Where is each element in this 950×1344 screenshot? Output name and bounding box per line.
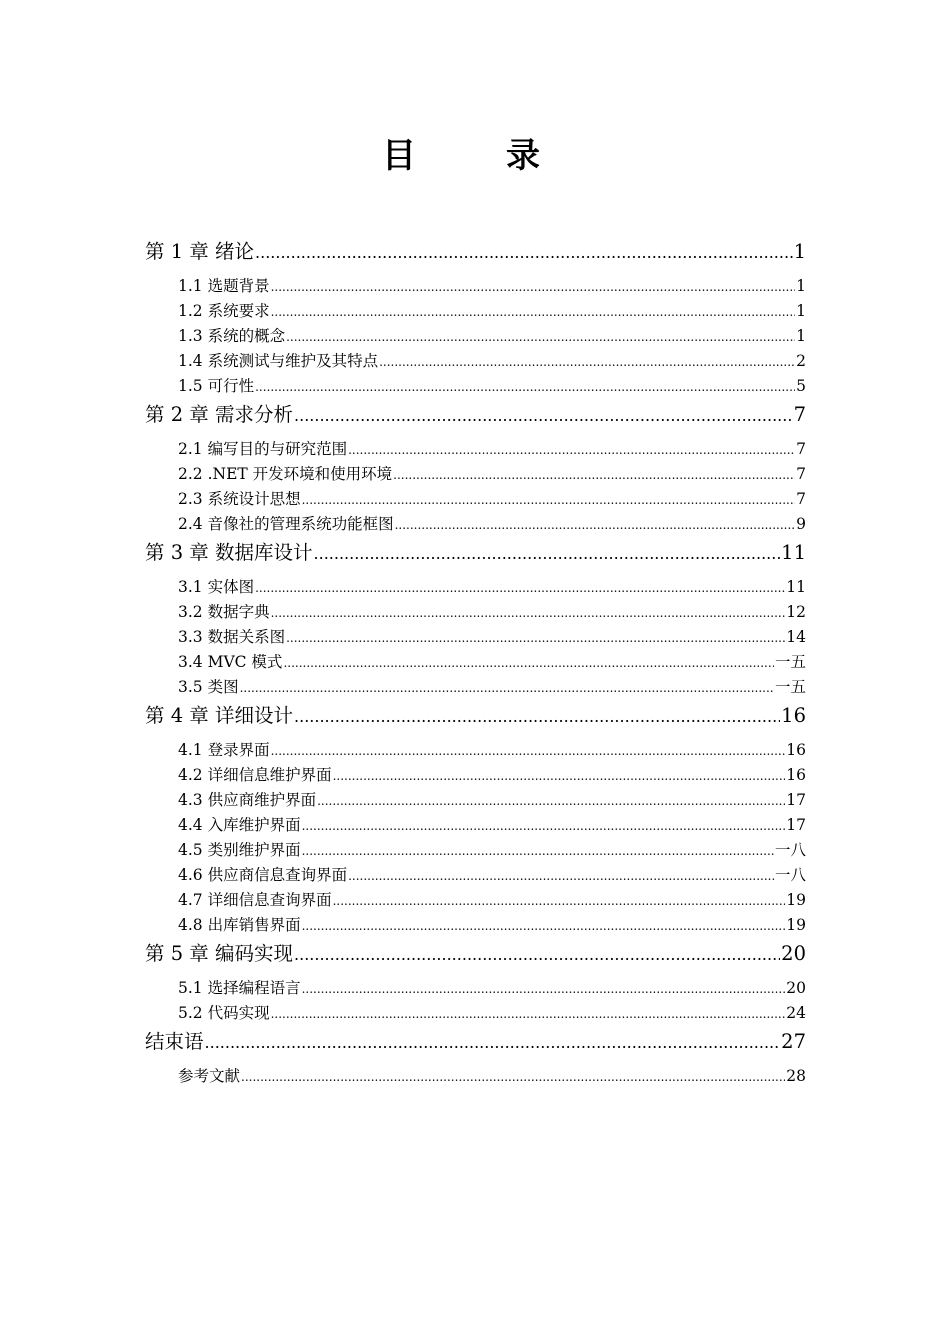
toc-chapter-entry-label: 第 1 章 绪论 — [145, 240, 255, 263]
toc-section-entry[interactable] — [145, 650, 806, 675]
toc-chapter-entry-label: 第 2 章 需求分析 — [145, 403, 294, 426]
toc-section-entry-page-number: 17 — [786, 816, 806, 834]
toc-section-entry-page-number: 7 — [796, 490, 806, 508]
dot-leader — [393, 462, 795, 488]
dot-leader — [241, 1064, 785, 1090]
toc-section-entry[interactable] — [145, 512, 806, 537]
toc-section-entry-label: 1.5 可行性 — [178, 377, 255, 395]
toc-section-entry[interactable] — [145, 813, 806, 838]
toc-section-entry-page-number: 一五 — [774, 653, 806, 671]
toc-section-entry-label: 1.3 系统的概念 — [178, 327, 286, 345]
toc-section-entry[interactable] — [145, 863, 806, 888]
dot-leader — [271, 299, 796, 325]
dot-leader — [240, 675, 774, 701]
dot-leader — [286, 324, 795, 350]
toc-section-entry-label: 2.3 系统设计思想 — [178, 490, 301, 508]
toc-section-entry-page-number: 24 — [786, 1004, 806, 1022]
dot-leader — [348, 437, 795, 463]
toc-section-entry-page-number: 28 — [786, 1067, 806, 1085]
toc-section-entry[interactable] — [145, 274, 806, 299]
toc-section-entry-page-number: 1 — [796, 302, 806, 320]
toc-chapter-entry[interactable] — [145, 702, 806, 729]
toc-section-entry-page-number: 一八 — [774, 841, 806, 859]
toc-section-entry-page-number: 7 — [796, 465, 806, 483]
dot-leader — [294, 702, 780, 730]
toc-section-entry-label: 4.6 供应商信息查询界面 — [178, 866, 348, 884]
toc-section-entry-page-number: 14 — [786, 628, 806, 646]
toc-section-entry-label: 5.2 代码实现 — [178, 1004, 270, 1022]
toc-section-entry-page-number: 2 — [796, 352, 806, 370]
toc-section-entry-page-number: 19 — [786, 916, 806, 934]
toc-section-entry-page-number: 17 — [786, 791, 806, 809]
toc-section-entry-label: 1.4 系统测试与维护及其特点 — [178, 352, 379, 370]
toc-section-entry[interactable] — [145, 600, 806, 625]
toc-section-entry-label: 2.2 .NET 开发环境和使用环境 — [178, 465, 393, 483]
toc-section-entry-label: 3.3 数据关系图 — [178, 628, 286, 646]
dot-leader — [333, 888, 786, 914]
dot-leader — [271, 1001, 786, 1027]
toc-section-entry[interactable] — [145, 976, 806, 1001]
toc-section-entry[interactable] — [145, 575, 806, 600]
toc-section-entry[interactable] — [145, 838, 806, 863]
toc-chapter-entry-page-number: 11 — [781, 541, 806, 564]
toc-chapter-entry-label: 第 4 章 详细设计 — [145, 704, 294, 727]
toc-section-entry[interactable] — [145, 299, 806, 324]
dot-leader — [271, 274, 796, 300]
toc-section-entry[interactable] — [145, 1001, 806, 1026]
dot-leader — [205, 1028, 781, 1056]
dot-leader — [294, 401, 793, 429]
dot-leader — [379, 349, 795, 375]
toc-section-entry-label: 1.2 系统要求 — [178, 302, 270, 320]
toc-section-entry-label: 3.2 数据字典 — [178, 603, 270, 621]
toc-section-entry-label: 4.3 供应商维护界面 — [178, 791, 317, 809]
table-of-contents — [145, 236, 806, 1089]
toc-section-entry-label: 参考文献 — [178, 1067, 241, 1085]
dot-leader — [271, 738, 786, 764]
toc-chapter-entry-page-number: 1 — [793, 240, 806, 263]
dot-leader — [255, 238, 793, 266]
toc-section-entry-label: 4.1 登录界面 — [178, 741, 270, 759]
toc-section-entry-label: 3.1 实体图 — [178, 578, 255, 596]
toc-section-entry[interactable] — [145, 763, 806, 788]
toc-chapter-entry-label: 结束语 — [145, 1030, 204, 1053]
toc-section-entry-label: 4.2 详细信息维护界面 — [178, 766, 332, 784]
toc-section-entry-page-number: 1 — [796, 327, 806, 345]
toc-chapter-entry[interactable] — [145, 1028, 806, 1055]
dot-leader — [302, 976, 786, 1002]
toc-section-entry-page-number: 12 — [786, 603, 806, 621]
toc-section-entry[interactable] — [145, 888, 806, 913]
dot-leader — [294, 940, 780, 968]
toc-section-entry-page-number: 16 — [786, 766, 806, 784]
toc-section-entry[interactable] — [145, 913, 806, 938]
toc-section-entry-label: 4.5 类别维护界面 — [178, 841, 301, 859]
toc-chapter-entry-page-number: 7 — [793, 403, 806, 426]
dot-leader — [302, 913, 786, 939]
toc-section-entry[interactable] — [145, 462, 806, 487]
dot-leader — [302, 487, 796, 513]
toc-section-entry[interactable] — [145, 374, 806, 399]
toc-section-entry-page-number: 11 — [786, 578, 806, 596]
toc-chapter-entry-page-number: 16 — [781, 704, 806, 727]
dot-leader — [302, 813, 786, 839]
toc-chapter-entry[interactable] — [145, 401, 806, 428]
toc-section-entry-page-number: 20 — [786, 979, 806, 997]
dot-leader — [255, 575, 785, 601]
toc-chapter-entry-page-number: 20 — [781, 942, 806, 965]
toc-section-entry[interactable] — [145, 349, 806, 374]
toc-section-entry-label: 2.4 音像社的管理系统功能框图 — [178, 515, 394, 533]
dot-leader — [395, 512, 796, 538]
toc-section-entry-label: 3.4 MVC 模式 — [178, 653, 283, 671]
toc-section-entry[interactable] — [145, 487, 806, 512]
page-title: 目 录 — [382, 136, 568, 176]
toc-section-entry-page-number: 一八 — [774, 866, 806, 884]
toc-section-entry-page-number: 16 — [786, 741, 806, 759]
toc-chapter-entry-page-number: 27 — [781, 1030, 806, 1053]
toc-section-entry-page-number: 5 — [796, 377, 806, 395]
toc-section-entry[interactable] — [145, 1064, 806, 1089]
toc-section-entry-page-number: 一五 — [774, 678, 806, 696]
toc-section-entry-label: 2.1 编写目的与研究范围 — [178, 440, 348, 458]
toc-section-entry-page-number: 1 — [796, 277, 806, 295]
dot-leader — [255, 374, 795, 400]
toc-chapter-entry[interactable] — [145, 940, 806, 967]
dot-leader — [271, 600, 786, 626]
toc-section-entry-page-number: 9 — [796, 515, 806, 533]
toc-section-entry[interactable] — [145, 675, 806, 700]
toc-section-entry[interactable] — [145, 324, 806, 349]
toc-section-entry-label: 4.4 入库维护界面 — [178, 816, 301, 834]
dot-leader — [283, 650, 774, 676]
toc-section-entry[interactable] — [145, 738, 806, 763]
toc-section-entry[interactable] — [145, 437, 806, 462]
toc-section-entry[interactable] — [145, 788, 806, 813]
dot-leader — [333, 763, 786, 789]
toc-section-entry-label: 1.1 选题背景 — [178, 277, 270, 295]
toc-chapter-entry[interactable] — [145, 539, 806, 566]
dot-leader — [317, 788, 785, 814]
toc-chapter-entry[interactable] — [145, 238, 806, 265]
toc-section-entry-label: 3.5 类图 — [178, 678, 239, 696]
toc-section-entry[interactable] — [145, 625, 806, 650]
toc-section-entry-page-number: 19 — [786, 891, 806, 909]
toc-section-entry-label: 5.1 选择编程语言 — [178, 979, 301, 997]
toc-chapter-entry-label: 第 3 章 数据库设计 — [145, 541, 313, 564]
toc-section-entry-label: 4.7 详细信息查询界面 — [178, 891, 332, 909]
toc-section-entry-page-number: 7 — [796, 440, 806, 458]
dot-leader — [286, 625, 785, 651]
dot-leader — [348, 863, 774, 889]
toc-chapter-entry-label: 第 5 章 编码实现 — [145, 942, 294, 965]
toc-section-entry-label: 4.8 出库销售界面 — [178, 916, 301, 934]
dot-leader — [314, 539, 781, 567]
dot-leader — [302, 838, 774, 864]
